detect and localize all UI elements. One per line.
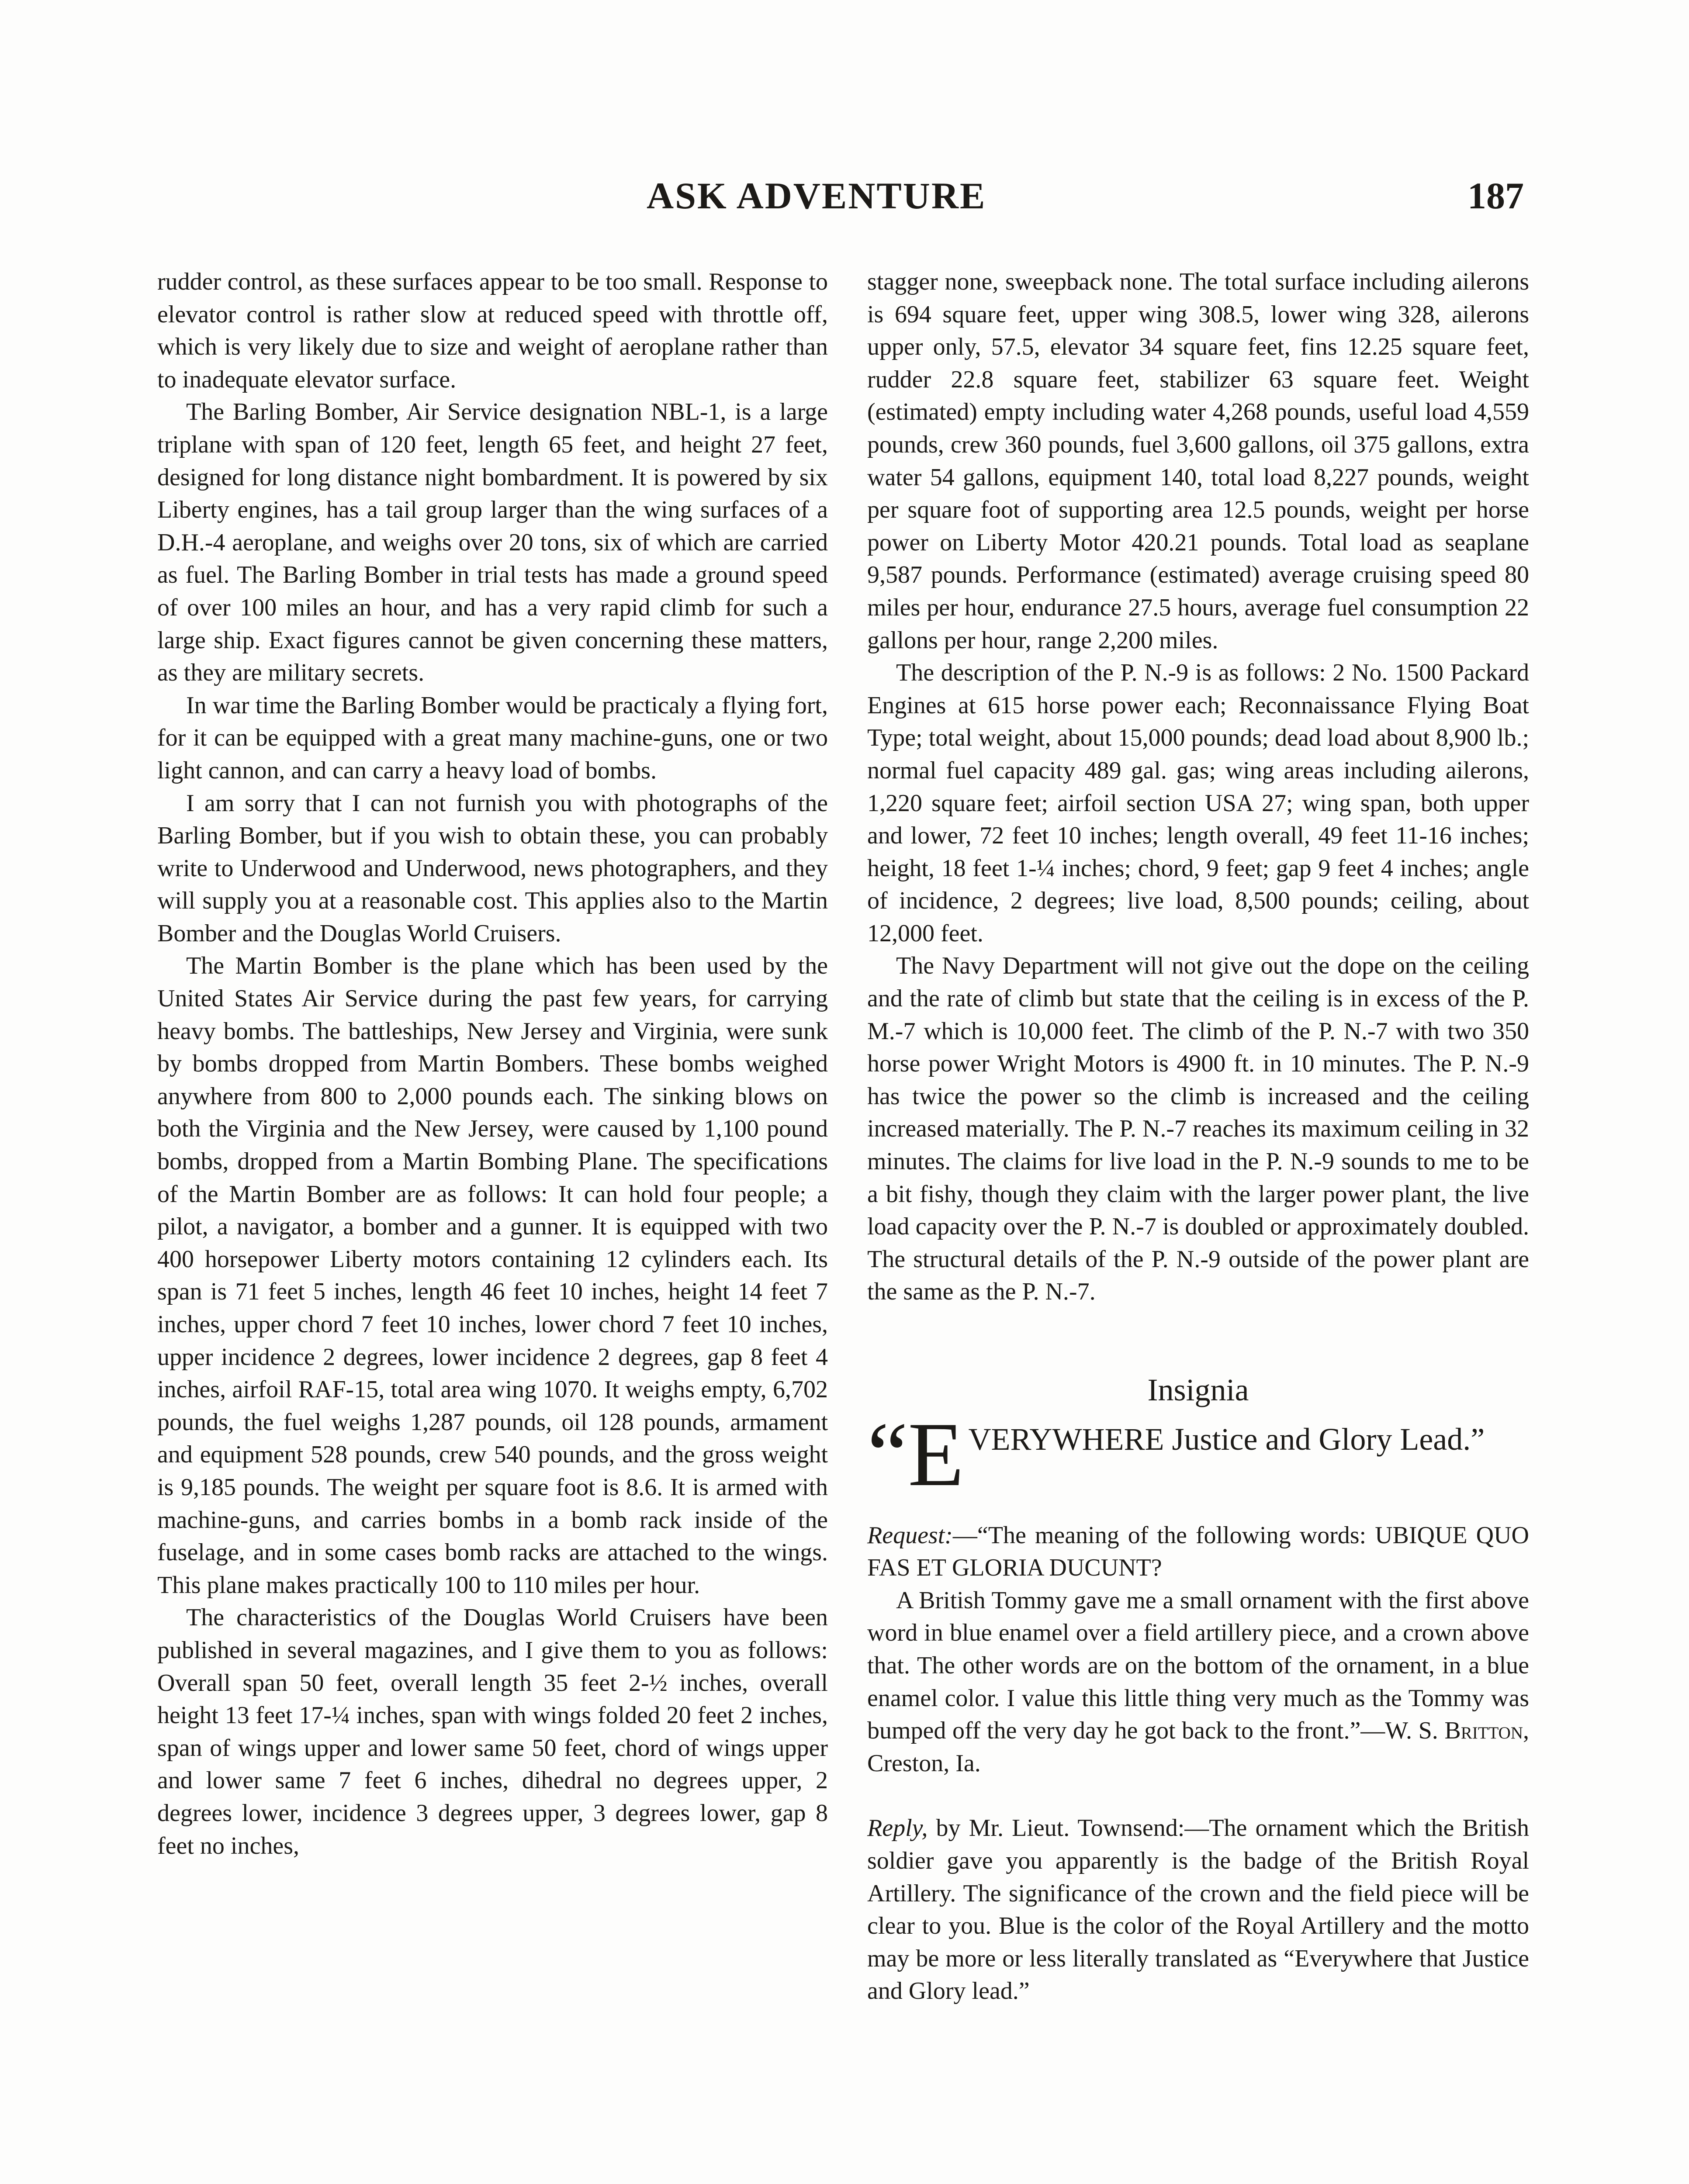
insignia-heading: [867, 1403, 1529, 1505]
paragraph: stagger none, sweepback none. The total surface including ailerons is 694 square feet, upper wing 308.5, lower wing 328, ailerons upper only, 57.5, elevator 34 square feet, fins 12.25 square feet, rudder 22.8 square feet, stabilizer 63 square feet. Weight (estimated) empty including water 4,268 pounds, useful load 4,559 pounds, crew 360 pounds, fuel 3,600 gallons, oil 375 gallons, extra water 54 gallons, equipment 140, total load 8,227 pounds, weight per square foot of supporting area 12.5 pounds, weight per horse power on Liberty Motor 420.21 pounds. Total load as seaplane 9,587 pounds. Performance (estimated) average cruising speed 80 miles per hour, endurance 27.5 hours, average fuel consumption 22 gallons per hour, range 2,200 miles.: [867, 268, 1529, 654]
reply-paragraph: [867, 1812, 1529, 2008]
signer-name: Britton: [1444, 1717, 1523, 1745]
heading-motto: VERYWHERE Justice and Glory Lead.”: [968, 1421, 1485, 1457]
reply-label: Reply,: [867, 1814, 928, 1842]
paragraph: The characteristics of the Douglas World Cruisers have been published in several magazines, and I give them to you as follows: Overall span 50 feet, overall length 35 feet 2-½ inches, overall height 13 feet 17-¼ inches, span with wings folded 20 feet 2 inches, span of wings upper and lower same 50 feet, chord of wings upper and lower same 7 feet 6 inches, dihedral no degrees upper, 2 degrees lower, incidence 3 degrees upper, 3 degrees lower, gap 8 feet no inches,: [157, 1604, 828, 1859]
reply-text: by Mr. Lieut. Townsend:—The ornament which the British soldier gave you apparently is the badge of the British Royal Artillery. The significance of the crown and the field piece will be clear to you. Blue is the color of the Royal Artillery and the motto may be more or less literally translated as “Everywhere that Justice and Glory lead.”: [867, 1814, 1529, 2005]
paragraph: The Martin Bomber is the plane which has been used by the United States Air Service during the past few years, for carrying heavy bombs. The battleships, New Jersey and Virginia, were sunk by bombs dropped from Martin Bombers. These bombs weighed anywhere from 800 to 2,000 pounds each. The sinking blows on both the Virginia and the New Jersey, were caused by 1,100 pound bombs, dropped from a Martin Bombing Plane. The specifications of the Martin Bomber are as follows: It can hold four people; a pilot, a navigator, a bomber and a gunner. It is equipped with two 400 horsepower Liberty motors containing 12 cylinders each. Its span is 71 feet 5 inches, length 46 feet 10 inches, height 14 feet 7 inches, upper chord 7 feet 10 inches, lower chord 7 feet 10 inches, upper incidence 2 degrees, lower incidence 2 degrees, gap 8 feet 4 inches, airfoil RAF-15, total area wing 1070. It weighs empty, 6,702 pounds, the fuel weighs 1,287 pounds, oil 128 pounds, armament and equipment 528 pounds, crew 540 pounds, and the gross weight is 9,185 pounds. The weight per square foot is 8.6. It is armed with machine-guns, and carries bombs in a bomb rack inside of the fuselage, and in some cases bomb racks are attached to the wings. This plane makes practically 100 to 110 miles per hour.: [157, 952, 828, 1599]
request-paragraph: [867, 1519, 1529, 1584]
paragraph: The description of the P. N.-9 is as follows: 2 No. 1500 Packard Engines at 615 horse power each; Reconnaissance Flying Boat Type; total weight, about 15,000 pounds; dead load about 8,900 lb.; normal fuel capacity 489 gal. gas; wing areas including ailerons, 1,220 square feet; airfoil section USA 27; wing span, both upper and lower, 72 feet 10 inches; length overall, 49 feet 11-16 inches; height, 18 feet 1-¼ inches; chord, 9 feet; gap 9 feet 4 inches; angle of incidence, 2 degrees; live load, 8,500 pounds; ceiling, about 12,000 feet.: [867, 659, 1529, 947]
page-number: 187: [1467, 175, 1524, 217]
paragraph: rudder control, as these surfaces appear to be too small. Response to elevator control is rather slow at reduced speed with throttle off, which is very likely due to size and weight of aeroplane rather than to inadequate elevator surface.: [157, 268, 828, 393]
paragraph: I am sorry that I can not furnish you with photographs of the Barling Bomber, but if you wish to obtain these, you can probably write to Underwood and Underwood, news photographers, and they will supply you at a reasonable cost. This applies also to the Martin Bomber and the Douglas World Cruisers.: [157, 789, 828, 947]
running-header: ASK ADVENTURE: [647, 175, 986, 217]
right-column: [867, 266, 1529, 2008]
paragraph: The Barling Bomber, Air Service designation NBL-1, is a large triplane with span of 120 feet, length 65 feet, and height 27 feet, designed for long distance night bombardment. It is powered by six Liberty engines, has a tail group larger than the wing surfaces of a D.H.-4 aeroplane, and weighs over 20 tons, six of which are carried as fuel. The Barling Bomber in trial tests has made a ground speed of over 100 miles an hour, and has a very rapid climb for such a large ship. Exact figures cannot be given concerning these matters, as they are military secrets.: [157, 398, 828, 687]
request-text: —“The meaning of the following words: UBIQUE QUO FAS ET GLORIA DUCUNT?: [867, 1521, 1529, 1582]
drop-cap: “E: [867, 1403, 964, 1505]
left-column: [157, 266, 828, 1862]
paragraph: The Navy Department will not give out the dope on the ceiling and the rate of climb but state that the ceiling is in excess of the P. M.-7 which is 10,000 feet. The climb of the P. N.-7 with two 350 horse power Wright Motors is 4900 ft. in 10 minutes. The P. N.-9 has twice the power so the climb is increased and the ceiling increased materially. The P. N.-7 reaches its maximum ceiling in 32 minutes. The claims for live load in the P. N.-9 sounds to me to be a bit fishy, though they claim with the larger power plant, the live load capacity over the P. N.-7 is doubled or approximately doubled. The structural details of the P. N.-9 outside of the power plant are the same as the P. N.-7.: [867, 952, 1529, 1306]
paragraph: A British Tommy gave me a small ornament with the first above word in blue enamel over a field artillery piece, and a crown above that. The other words are on the bottom of the ornament, in a blue enamel color. I value this little thing very much as the Tommy was bumped off the very day he got back to the front.”—W. S. Britton, Creston, Ia.: [867, 1586, 1529, 1777]
paragraph: In war time the Barling Bomber would be practicaly a flying fort, for it can be equipped with a great many machine-guns, one or two light cannon, and can carry a heavy load of bombs.: [157, 691, 828, 784]
request-label: Request:: [867, 1521, 953, 1549]
section-title: Insignia: [1147, 1372, 1249, 1407]
